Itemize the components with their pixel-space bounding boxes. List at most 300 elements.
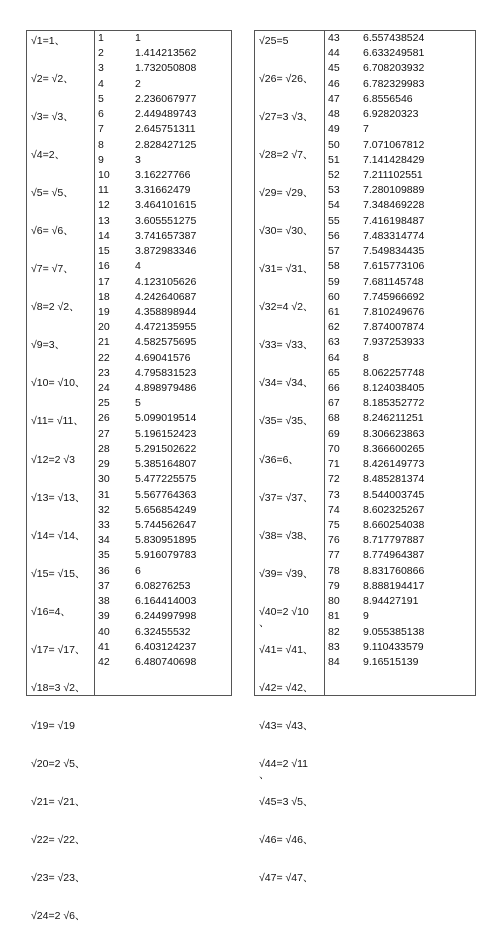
table-row: [95, 625, 231, 640]
simplified-radical-text: √34= √34、: [259, 377, 314, 390]
table-row: [325, 640, 475, 655]
number-cell: 4: [98, 77, 104, 90]
simplified-radical-text: √22= √22、: [31, 833, 86, 846]
simplified-radical-text: √20=2 √5、: [31, 757, 86, 770]
table-row: [95, 381, 231, 396]
table-row: [325, 564, 475, 579]
sqrt-value-cell: 6: [135, 564, 141, 577]
number-cell: 55: [328, 214, 340, 227]
table-row: [325, 214, 475, 229]
simplified-radical-text: √9=3、: [31, 339, 66, 352]
simplified-radical-cell: [255, 830, 324, 868]
simplified-radical-cell: [27, 716, 94, 754]
sqrt-value-cell: 8.485281374: [363, 473, 425, 486]
simplified-radical-cell: [27, 640, 94, 678]
sqrt-value-cell: 8.124038405: [363, 382, 425, 395]
sqrt-value-cell: 8.426149773: [363, 458, 425, 471]
number-cell: 48: [328, 108, 340, 121]
sqrt-value-cell: 3.605551275: [135, 214, 197, 227]
table-row: [95, 229, 231, 244]
table-row: [95, 77, 231, 92]
table-row: [325, 305, 475, 320]
number-cell: 26: [98, 412, 110, 425]
simplified-radical-cell: [255, 145, 324, 183]
sqrt-value-cell: 4.358898944: [135, 305, 197, 318]
table-row: [95, 320, 231, 335]
simplified-radical-text: √35= √35、: [259, 415, 314, 428]
number-cell: 27: [98, 427, 110, 440]
sqrt-value-cell: 5.385164807: [135, 458, 197, 471]
sqrt-value-cell: 8.544003745: [363, 488, 425, 501]
simplified-radical-text: √31= √31、: [259, 263, 314, 276]
number-cell: 81: [328, 610, 340, 623]
simplified-radical-text: √32=4 √2、: [259, 301, 314, 314]
sqrt-values-column: [325, 31, 475, 670]
number-cell: 23: [98, 366, 110, 379]
sqrt-value-cell: 8.602325267: [363, 503, 425, 516]
simplified-radical-text: √3= √3、: [31, 111, 74, 124]
number-cell: 52: [328, 168, 340, 181]
sqrt-value-cell: 9.055385138: [363, 625, 425, 638]
table-row: [95, 366, 231, 381]
number-cell: 75: [328, 519, 340, 531]
simplified-radical-text: √23= √23、: [31, 872, 86, 885]
sqrt-value-cell: 5.477225575: [135, 473, 197, 486]
sqrt-value-cell: 7.937253933: [363, 336, 425, 349]
table-row: [325, 153, 475, 168]
sqrt-value-cell: 3.464101615: [135, 199, 197, 212]
table-row: [95, 275, 231, 290]
simplified-radical-cell: [27, 868, 94, 906]
table-row: [325, 229, 475, 244]
table-row: [95, 411, 231, 426]
simplified-radical-text: √6= √6、: [31, 225, 74, 238]
sqrt-value-cell: 8.306623863: [363, 427, 425, 440]
sqrt-value-cell: 7: [363, 123, 369, 136]
table-row: [325, 259, 475, 274]
simplified-radical-text: √33= √33、: [259, 339, 314, 352]
left-sqrt-table: [26, 30, 232, 923]
simplified-radical-text: √39= √39、: [259, 567, 314, 580]
sqrt-value-cell: 3.741657387: [135, 229, 197, 242]
table-row: [95, 168, 231, 183]
number-cell: 63: [328, 336, 340, 349]
simplified-radical-cell: [255, 678, 324, 716]
simplified-radical-cell: [255, 640, 324, 678]
simplified-radical-cell: [255, 259, 324, 297]
number-cell: 40: [98, 625, 110, 638]
simplified-radical-text: √38= √38、: [259, 529, 314, 542]
table-row: [325, 290, 475, 305]
number-cell: 72: [328, 473, 340, 486]
number-cell: 25: [98, 397, 110, 410]
sqrt-value-cell: 7.745966692: [363, 290, 425, 303]
simplified-radical-text: 、: [259, 768, 270, 781]
table-row: [95, 427, 231, 442]
table-row: [95, 305, 231, 320]
table-row: [95, 198, 231, 213]
sqrt-value-cell: 6.403124237: [135, 640, 197, 653]
sqrt-value-cell: 7.549834435: [363, 245, 425, 258]
sqrt-value-cell: 5.830951895: [135, 534, 197, 547]
sqrt-value-cell: 5.196152423: [135, 427, 197, 440]
sqrt-value-cell: 2.828427125: [135, 138, 197, 151]
simplified-radical-text: 、: [259, 616, 270, 629]
sqrt-value-cell: 8: [363, 351, 369, 364]
number-cell: 5: [98, 92, 104, 105]
number-cell: 33: [98, 519, 110, 531]
simplified-radical-cell: [27, 602, 94, 640]
number-cell: 28: [98, 442, 110, 455]
simplified-radical-cell: [255, 868, 324, 906]
sqrt-value-cell: 4.242640687: [135, 290, 197, 303]
table-row: [95, 579, 231, 594]
simplified-radical-cell: [255, 716, 324, 754]
number-cell: 8: [98, 138, 104, 151]
sqrt-value-cell: 8.94427191: [363, 595, 419, 608]
table-row: [325, 472, 475, 487]
simplified-radical-cell: [255, 450, 324, 488]
table-row: [325, 488, 475, 503]
number-cell: 7: [98, 123, 104, 136]
sqrt-value-cell: 8.831760866: [363, 564, 425, 577]
simplified-radical-cell: [27, 754, 94, 792]
sqrt-value-cell: 6.557438524: [363, 32, 425, 44]
number-cell: 58: [328, 260, 340, 273]
simplified-radical-cell: [255, 69, 324, 107]
sqrt-value-cell: 4.582575695: [135, 336, 197, 349]
table-row: [325, 138, 475, 153]
simplified-radical-cell: [27, 183, 94, 221]
number-cell: 3: [98, 62, 104, 75]
simplified-radical-text: √4=2、: [31, 149, 66, 162]
number-cell: 44: [328, 47, 340, 60]
sqrt-value-cell: 5.916079783: [135, 549, 197, 562]
sqrt-value-cell: 2: [135, 77, 141, 90]
simplified-radical-cell: [27, 259, 94, 297]
table-row: [325, 61, 475, 76]
simplified-radical-cell: [27, 450, 94, 488]
sqrt-value-cell: 4.123105626: [135, 275, 197, 288]
sqrt-value-cell: 7.280109889: [363, 184, 425, 197]
simplified-radical-cell: [27, 221, 94, 259]
sqrt-value-cell: 7.071067812: [363, 138, 425, 151]
simplified-radical-text: √29= √29、: [259, 187, 314, 200]
number-cell: 16: [98, 260, 110, 273]
table-row: [325, 46, 475, 61]
number-cell: 19: [98, 305, 110, 318]
table-row: [95, 640, 231, 655]
table-row: [95, 244, 231, 259]
sqrt-value-cell: 9.16515139: [363, 655, 419, 668]
sqrt-value-cell: 8.062257748: [363, 366, 425, 379]
sqrt-value-cell: 5.291502622: [135, 442, 197, 455]
sqrt-value-cell: 8.660254038: [363, 519, 425, 531]
simplified-radical-text: √28=2 √7、: [259, 149, 314, 162]
sqrt-value-cell: 9.110433579: [363, 640, 424, 653]
table-row: [325, 275, 475, 290]
sqrt-value-cell: 6.32455532: [135, 625, 191, 638]
simplified-radical-cell: [255, 564, 324, 602]
table-row: [325, 594, 475, 609]
table-row: [95, 609, 231, 624]
number-cell: 13: [98, 214, 110, 227]
sqrt-value-cell: 4.69041576: [135, 351, 191, 364]
simplified-radical-text: √46= √46、: [259, 833, 314, 846]
simplified-radical-text: √47= √47、: [259, 872, 314, 885]
number-cell: 22: [98, 351, 110, 364]
number-cell: 31: [98, 488, 110, 501]
sqrt-value-cell: 4.795831523: [135, 366, 197, 379]
table-row: [325, 625, 475, 640]
number-cell: 32: [98, 503, 110, 516]
sqrt-value-cell: 8.888194417: [363, 579, 425, 592]
number-cell: 10: [98, 168, 110, 181]
number-cell: 34: [98, 534, 110, 547]
simplified-radical-text: √21= √21、: [31, 795, 86, 808]
table-row: [325, 107, 475, 122]
simplified-radical-cell: [255, 183, 324, 221]
number-cell: 56: [328, 229, 340, 242]
table-row: [95, 351, 231, 366]
sqrt-value-cell: 5: [135, 397, 141, 410]
table-row: [325, 31, 475, 46]
simplified-radical-text: √10= √10、: [31, 377, 86, 390]
number-cell: 53: [328, 184, 340, 197]
simplified-radical-text: √30= √30、: [259, 225, 314, 238]
number-cell: 66: [328, 382, 340, 395]
sqrt-value-cell: 7.416198487: [363, 214, 425, 227]
number-cell: 50: [328, 138, 340, 151]
table-row: [325, 335, 475, 350]
sqrt-value-cell: 8.246211251: [363, 412, 424, 425]
number-cell: 37: [98, 579, 110, 592]
simplified-radical-cell: [27, 488, 94, 526]
number-cell: 71: [328, 458, 340, 471]
table-row: [325, 366, 475, 381]
number-cell: 69: [328, 427, 340, 440]
sqrt-value-cell: 6.782329983: [363, 77, 425, 90]
number-cell: 68: [328, 412, 340, 425]
number-cell: 70: [328, 442, 340, 455]
sqrt-value-cell: 8.717797887: [363, 534, 425, 547]
simplified-radical-cell: [27, 792, 94, 830]
simplified-radical-cell: [27, 145, 94, 183]
sqrt-value-cell: 7.681145748: [363, 275, 424, 288]
sqrt-values-column: [95, 31, 231, 670]
simplified-radical-cell: [255, 335, 324, 373]
sqrt-value-cell: 6.480740698: [135, 655, 197, 668]
simplified-radical-cell: [255, 526, 324, 564]
simplified-radical-text: √2= √2、: [31, 73, 74, 86]
table-row: [95, 61, 231, 76]
table-row: [325, 77, 475, 92]
table-row: [95, 457, 231, 472]
simplified-radical-text: √43= √43、: [259, 719, 314, 732]
simplified-radical-text: √26= √26、: [259, 73, 314, 86]
table-row: [325, 548, 475, 563]
table-row: [325, 442, 475, 457]
simplified-radical-text: √36=6、: [259, 453, 299, 466]
sqrt-value-cell: 3.16227766: [135, 168, 191, 181]
number-cell: 38: [98, 595, 110, 608]
sqrt-value-cell: 4: [135, 260, 141, 273]
simplified-radical-cell: [27, 373, 94, 411]
number-cell: 79: [328, 579, 340, 592]
simplified-radical-cell: [27, 297, 94, 335]
number-cell: 57: [328, 245, 340, 258]
sqrt-value-cell: 6.633249581: [363, 47, 425, 60]
table-row: [325, 533, 475, 548]
simplified-radical-text: √15= √15、: [31, 567, 86, 580]
simplified-radical-text: √37= √37、: [259, 491, 314, 504]
sqrt-value-cell: 5.099019514: [135, 412, 197, 425]
simplified-radical-cell: [27, 411, 94, 449]
sqrt-value-cell: 7.483314774: [363, 229, 425, 242]
simplified-radical-cell: [27, 335, 94, 373]
table-row: [325, 411, 475, 426]
sqrt-value-cell: 1: [135, 32, 141, 44]
simplified-radicals-column: [255, 31, 325, 885]
number-cell: 84: [328, 655, 340, 668]
table-row: [95, 46, 231, 61]
number-cell: 74: [328, 503, 340, 516]
number-cell: 83: [328, 640, 340, 653]
table-row: [95, 488, 231, 503]
simplified-radical-cell: [27, 906, 94, 944]
table-row: [95, 442, 231, 457]
table-row: [325, 351, 475, 366]
number-cell: 15: [98, 245, 110, 258]
sqrt-value-cell: 3.872983346: [135, 245, 197, 258]
table-row: [95, 503, 231, 518]
sqrt-value-cell: 9: [363, 610, 369, 623]
sqrt-value-cell: 6.708203932: [363, 62, 425, 75]
table-row: [95, 214, 231, 229]
table-row: [325, 427, 475, 442]
table-row: [95, 153, 231, 168]
table-row: [95, 290, 231, 305]
number-cell: 11: [98, 184, 109, 197]
right-sqrt-table: [254, 30, 476, 885]
table-row: [95, 107, 231, 122]
simplified-radical-text: √18=3 √2、: [31, 681, 86, 694]
table-row: [325, 198, 475, 213]
table-row: [325, 457, 475, 472]
number-cell: 42: [98, 655, 110, 668]
sqrt-value-cell: 2.236067977: [135, 92, 197, 105]
table-row: [95, 533, 231, 548]
simplified-radical-cell: [255, 488, 324, 526]
table-row: [95, 335, 231, 350]
table-row: [325, 396, 475, 411]
number-cell: 6: [98, 108, 104, 121]
number-cell: 18: [98, 290, 110, 303]
number-cell: 64: [328, 351, 340, 364]
number-cell: 36: [98, 564, 110, 577]
number-cell: 51: [328, 153, 340, 166]
number-cell: 43: [328, 32, 340, 44]
sqrt-value-cell: 1.732050808: [135, 62, 197, 75]
sqrt-value-cell: 7.810249676: [363, 305, 425, 318]
simplified-radical-cell: [27, 69, 94, 107]
simplified-radical-text: √27=3 √3、: [259, 111, 314, 124]
table-row: [325, 503, 475, 518]
simplified-radical-cell: [255, 792, 324, 830]
table-row: [95, 183, 231, 198]
sqrt-value-cell: 7.874007874: [363, 321, 425, 334]
simplified-radical-cell: [255, 373, 324, 411]
sqrt-value-cell: 6.244997998: [135, 610, 197, 623]
table-row: [95, 138, 231, 153]
sqrt-value-cell: 2.449489743: [135, 108, 197, 121]
number-cell: 12: [98, 199, 110, 212]
number-cell: 77: [328, 549, 340, 562]
simplified-radical-text: √16=4、: [31, 605, 71, 618]
sqrt-value-cell: 7.211102551: [363, 168, 423, 181]
sqrt-value-cell: 8.185352772: [363, 397, 425, 410]
sqrt-value-cell: 6.164414003: [135, 595, 197, 608]
number-cell: 35: [98, 549, 110, 562]
simplified-radical-text: √11= √11、: [31, 415, 84, 428]
number-cell: 47: [328, 92, 340, 105]
table-row: [325, 244, 475, 259]
number-cell: 73: [328, 488, 340, 501]
table-row: [95, 122, 231, 137]
table-row: [325, 655, 475, 670]
simplified-radical-text: √1=1、: [31, 35, 66, 47]
simplified-radical-cell: [255, 221, 324, 259]
table-row: [325, 122, 475, 137]
sqrt-value-cell: 5.744562647: [135, 519, 197, 531]
simplified-radical-cell: [27, 830, 94, 868]
simplified-radical-text: √24=2 √6、: [31, 910, 86, 923]
table-row: [325, 381, 475, 396]
number-cell: 2: [98, 47, 104, 60]
number-cell: 61: [328, 305, 340, 318]
number-cell: 45: [328, 62, 340, 75]
number-cell: 1: [98, 32, 104, 44]
simplified-radical-cell: [255, 754, 324, 792]
number-cell: 80: [328, 595, 340, 608]
number-cell: 30: [98, 473, 110, 486]
number-cell: 65: [328, 366, 340, 379]
sqrt-value-cell: 5.656854249: [135, 503, 197, 516]
sqrt-value-cell: 6.08276253: [135, 579, 191, 592]
number-cell: 78: [328, 564, 340, 577]
simplified-radical-cell: [255, 107, 324, 145]
simplified-radical-text: √42= √42、: [259, 681, 314, 694]
number-cell: 59: [328, 275, 340, 288]
simplified-radical-text: √41= √41、: [259, 643, 314, 656]
table-row: [95, 472, 231, 487]
simplified-radical-text: √14= √14、: [31, 529, 86, 542]
number-cell: 76: [328, 534, 340, 547]
number-cell: 41: [98, 640, 110, 653]
table-row: [95, 396, 231, 411]
table-row: [95, 548, 231, 563]
simplified-radical-cell: [255, 602, 324, 640]
simplified-radical-text: √25=5: [259, 35, 289, 47]
table-row: [95, 594, 231, 609]
table-row: [95, 259, 231, 274]
simplified-radical-cell: [255, 31, 324, 69]
simplified-radical-text: √19= √19: [31, 719, 75, 732]
table-row: [325, 579, 475, 594]
sqrt-value-cell: 4.472135955: [135, 321, 197, 334]
number-cell: 29: [98, 458, 110, 471]
simplified-radical-cell: [27, 107, 94, 145]
